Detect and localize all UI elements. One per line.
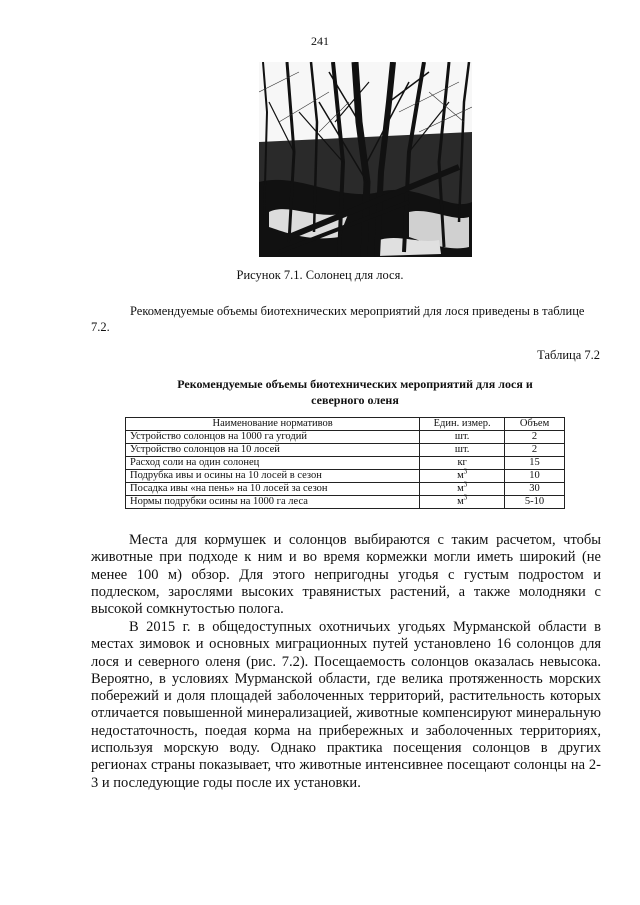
intro-text-line2: 7.2. (91, 320, 110, 334)
row-volume: 5-10 (505, 496, 565, 509)
table-row (126, 470, 565, 483)
intro-text-line1: Рекомендуемые объемы биотехнических мероприятий для лося приведены в таблице (130, 304, 585, 318)
row-unit: шт. (420, 444, 505, 457)
body-paragraph-2: В 2015 г. в общедоступных охотничьих угодьях Мурманской области в местах зимовок и основных миграционных путей установлено 16 солонцов для лося и северного оленя (рис. 7.2). Посещаемость солонцов оказалась невысока. Вероятно, в условиях Мурманской области, где велика протяженность морских побережий и доля площадей заболоченных территорий, растительность которых отличается повышенной минерализацией, животные компенсируют минеральную недостаточность, поедая корма на прибережных и заболоченных территориях, используя морскую воду. Однако практика посещения солонцов в других регионах страны показывает, что животные интенсивнее посещают солонцы на 2-3 и последующие годы после их установки. (91, 619, 601, 791)
row-name: Устройство солонцов на 1000 га угодий (126, 431, 420, 444)
row-name: Нормы подрубки осины на 1000 га леса (126, 496, 420, 509)
row-volume: 2 (505, 431, 565, 444)
row-unit (420, 467, 505, 483)
table-row (126, 457, 565, 470)
page-number: 241 (311, 34, 329, 48)
row-volume: 10 (505, 470, 565, 483)
row-volume: 30 (505, 483, 565, 496)
row-volume: 2 (505, 444, 565, 457)
row-unit: кг (420, 457, 505, 470)
unit-text: м (457, 496, 464, 507)
row-unit: шт. (420, 431, 505, 444)
row-volume: 15 (505, 457, 565, 470)
unit-superscript: 3 (463, 480, 468, 489)
table-row (126, 431, 565, 444)
table-row (126, 483, 565, 496)
row-name: Подрубка ивы и осины на 10 лосей в сезон (126, 470, 420, 483)
table-header-row (126, 418, 565, 431)
row-unit (420, 493, 505, 509)
header-name: Наименование нормативов (126, 418, 420, 431)
row-name: Расход соли на один солонец (126, 457, 420, 470)
row-unit (420, 480, 505, 496)
norms-table (125, 417, 565, 509)
table-title (150, 376, 560, 408)
unit-superscript: 3 (463, 467, 468, 476)
header-unit: Един. измер. (420, 418, 505, 431)
table-title-line1: Рекомендуемые объемы биотехнических мероприятий для лося и (177, 377, 533, 391)
unit-superscript: 3 (463, 493, 468, 502)
unit-text: м (457, 483, 464, 494)
salt-lick-photo (259, 62, 472, 257)
header-volume: Объем (505, 418, 565, 431)
figure-caption: Рисунок 7.1. Солонец для лося. (236, 268, 404, 282)
table-row (126, 496, 565, 509)
body-paragraph-1: Места для кормушек и солонцов выбираются с таким расчетом, чтобы животные при подходе к ним и во время кормежки могли иметь широкий (не менее 100 м) обзор. Для этого непригодны угодья с густым подростом и подлеском, зарослями высоких травянистых растений, а также молодняки с высокой сомкнутостью полога. (91, 532, 601, 618)
table-title-line2: северного оленя (311, 393, 399, 407)
row-name: Устройство солонцов на 10 лосей (126, 444, 420, 457)
table-row (126, 444, 565, 457)
table-label: Таблица 7.2 (537, 348, 600, 362)
row-name: Посадка ивы «на пень» на 10 лосей за сезон (126, 483, 420, 496)
unit-text: м (457, 470, 464, 481)
salt-lick-photo-drawing (259, 62, 472, 257)
